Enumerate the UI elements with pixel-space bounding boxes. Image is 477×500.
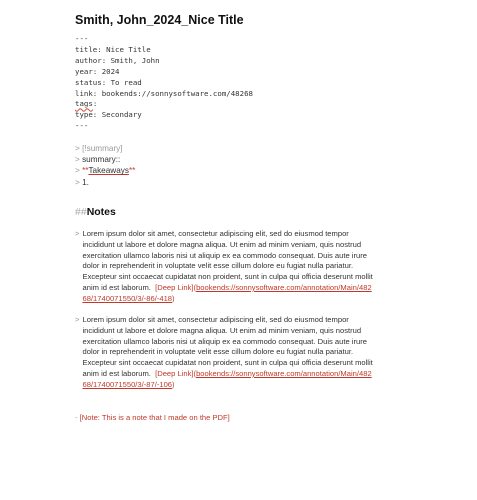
frontmatter-year: year: 2024	[75, 66, 120, 76]
link-close: )	[172, 293, 175, 303]
notes-heading	[75, 206, 116, 218]
frontmatter-start: ---	[75, 34, 89, 43]
summary-callout	[75, 143, 135, 189]
frontmatter-tags	[75, 99, 253, 110]
pdf-note-text: [Note: This is a note that I made on the PDF]	[79, 413, 230, 422]
frontmatter-link[interactable]: link: bookends://sonnysoftware.com/48268	[75, 88, 253, 98]
takeaways-item-line	[75, 177, 135, 188]
link-close: )	[172, 379, 175, 389]
callout-type: [!summary]	[82, 143, 123, 153]
annotation-quote	[75, 229, 375, 305]
takeaways-text: Takeaways	[88, 166, 129, 176]
annotation-body: Lorem ipsum dolor sit amet, consectetur adipiscing elit, sed do eiusmod tempor incididunt ut labore et dolore magna aliqua. Ut enim ad minim veniam, quis nostrud exercitation ullamco laboris nisi ut aliquip ex ea commodo consequat. Duis aute irure dolor in reprehenderit in voluptate velit esse cillum dolore eu fugiat nulla pariatur. Excepteur sint occaecat cupidatat non proident, sunt in culpa qui officia deserunt mollit anim id est laborum. [Deep Link](bookends://sonnysoftware.com/annotation/Main/48268/1740071550/3/-87/-106)	[82, 315, 373, 389]
tags-colon: :	[92, 99, 98, 109]
frontmatter-end: ---	[75, 121, 89, 131]
quote-marker: >	[75, 154, 83, 164]
pdf-note	[75, 413, 230, 422]
summary-label-line	[75, 154, 135, 165]
heading-marker: ##	[75, 206, 87, 218]
annotation-text: Lorem ipsum dolor sit amet, consectetur adipiscing elit, sed do eiusmod tempor incididunt ut labore et dolore magna aliqua. Ut enim ad minim veniam, quis nostrud exercitation ullamco laboris nisi ut aliquip ex ea commodo consequat. Duis aute irure dolor in reprehenderit in voluptate velit esse cillum dolore eu fugiat nulla pariatur. Excepteur sint occaecat cupidatat non proident, sunt in culpa qui officia deserunt mollit anim id est laborum.	[82, 229, 373, 292]
deep-link-url[interactable]: bookends://sonnysoftware.com/annotation/Main/48268/1740071550/3/-87/-106	[82, 368, 372, 389]
quote-marker: >	[75, 177, 83, 187]
deep-link-label[interactable]: [Deep Link]	[155, 282, 194, 292]
document-title: Smith, John_2024_Nice Title	[75, 13, 244, 27]
annotation-body: Lorem ipsum dolor sit amet, consectetur adipiscing elit, sed do eiusmod tempor incididunt ut labore et dolore magna aliqua. Ut enim ad minim veniam, quis nostrud exercitation ullamco laboris nisi ut aliquip ex ea commodo consequat. Duis aute irure dolor in reprehenderit in voluptate velit esse cillum dolore eu fugiat nulla pariatur. Excepteur sint occaecat cupidatat non proident, sunt in culpa qui officia deserunt mollit anim id est laborum. [Deep Link](bookends://sonnysoftware.com/annotation/Main/48268/1740071550/3/-86/-418)	[82, 229, 373, 303]
tags-key: tags	[75, 99, 93, 109]
frontmatter-author: author: Smith, John	[75, 55, 160, 65]
summary-callout-line	[75, 143, 135, 154]
takeaways-line	[75, 165, 135, 176]
annotation-text: Lorem ipsum dolor sit amet, consectetur adipiscing elit, sed do eiusmod tempor incididunt ut labore et dolore magna aliqua. Ut enim ad minim veniam, quis nostrud exercitation ullamco laboris nisi ut aliquip ex ea commodo consequat. Duis aute irure dolor in reprehenderit in voluptate velit esse cillum dolore eu fugiat nulla pariatur. Excepteur sint occaecat cupidatat non proident, sunt in culpa qui officia deserunt mollit anim id est laborum.	[82, 315, 373, 378]
quote-marker: >	[75, 166, 83, 176]
frontmatter-status: status: To read	[75, 77, 142, 87]
bold-close-marker: **	[128, 166, 136, 176]
bold-open-marker: **	[82, 166, 89, 176]
notes-heading-text: Notes	[86, 206, 116, 218]
list-item-number: 1.	[82, 177, 89, 187]
frontmatter-block	[75, 34, 253, 132]
summary-label: summary::	[82, 154, 121, 164]
list-bullet: -	[75, 413, 78, 422]
deep-link-label[interactable]: [Deep Link]	[155, 368, 194, 378]
annotation-quote	[75, 315, 375, 391]
frontmatter-title: title: Nice Title	[75, 44, 151, 54]
deep-link-url[interactable]: bookends://sonnysoftware.com/annotation/Main/48268/1740071550/3/-86/-418	[82, 282, 372, 303]
quote-marker: >	[75, 143, 83, 153]
quote-marker: >	[75, 315, 80, 324]
quote-marker: >	[75, 229, 80, 238]
frontmatter-type: type: Secondary	[75, 110, 142, 120]
